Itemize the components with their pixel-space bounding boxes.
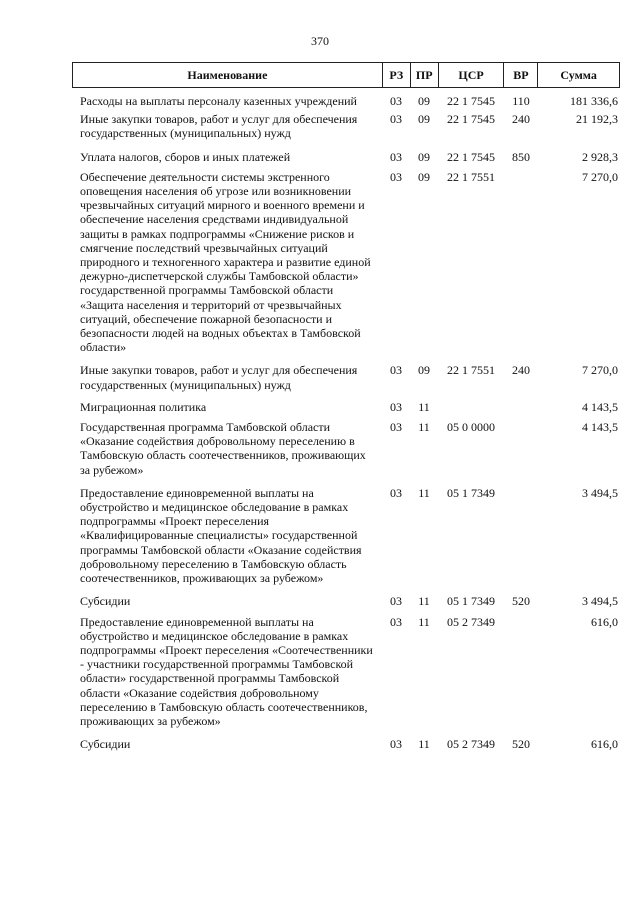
table-row [72, 420, 620, 477]
table-row [72, 486, 620, 585]
header-vr: ВР [503, 63, 537, 87]
row-rz: 03 [390, 112, 402, 127]
row-name: Предоставление единовременной выплаты на обустройство и медицинское обследование в рамках подпрограммы «Проект переселения «Квалифицированные специалисты» государственной программы Тамбовской области «Оказание содействия добровольному переселению в Тамбовскую область соотечественников, проживающих за рубежом» [80, 485, 362, 586]
row-sum: 2 928,3 [582, 149, 618, 164]
row-rz: 03 [390, 149, 402, 164]
row-sum: 3 494,5 [582, 485, 618, 500]
row-rz: 03 [390, 399, 402, 414]
row-pr: 09 [418, 149, 430, 164]
row-name: Миграционная политика [80, 399, 207, 414]
row-csr [438, 400, 504, 414]
table-row [72, 615, 620, 729]
row-sum: 616,0 [591, 614, 618, 629]
row-csr: 05 2 7349 [447, 737, 495, 752]
row-vr [504, 420, 538, 477]
header-sum: Сумма [537, 63, 619, 87]
row-sum: 181 336,6 [570, 94, 618, 108]
row-pr: 11 [418, 420, 430, 435]
row-name: Расходы на выплаты персоналу казенных учреждений [80, 94, 357, 108]
header-name: Наименование [187, 67, 268, 82]
row-csr: 05 1 7349 [447, 485, 495, 500]
row-sum: 616,0 [591, 737, 618, 752]
row-vr [504, 400, 538, 414]
row-csr: 22 1 7551 [447, 169, 495, 184]
row-pr: 11 [418, 485, 430, 500]
table-row [72, 594, 620, 608]
header-pr: ПР [410, 63, 438, 87]
row-rz: 03 [390, 363, 402, 378]
table-row [72, 170, 620, 355]
page-number: 370 [311, 34, 329, 48]
row-rz: 03 [390, 594, 402, 609]
row-csr: 22 1 7545 [447, 94, 495, 108]
row-name: Уплата налогов, сборов и иных платежей [80, 149, 291, 164]
row-sum: 7 270,0 [582, 363, 618, 378]
row-pr: 09 [418, 363, 430, 378]
row-pr: 09 [418, 112, 430, 127]
header-rz: РЗ [382, 63, 410, 87]
table-row [72, 150, 620, 164]
table-body [72, 94, 620, 751]
row-vr [504, 615, 538, 729]
table-row [72, 112, 620, 140]
row-pr: 11 [418, 737, 430, 752]
table-row [72, 94, 620, 108]
row-rz: 03 [390, 737, 402, 752]
row-name: Субсидии [80, 594, 131, 609]
row-name: Предоставление единовременной выплаты на обустройство и медицинское обследование в рамках подпрограммы «Проект переселения «Соотечественники - участники государственной программы Тамбовской области» государственной программы Тамбовской области «Оказание содействия добровольному переселению в Тамбовскую область соотечественников, проживающих за рубежом» [80, 614, 373, 728]
row-name: Иные закупки товаров, работ и услуг для обеспечения государственных (муниципальных) нужд [80, 112, 358, 141]
table-row [72, 363, 620, 391]
row-rz: 03 [390, 94, 402, 108]
row-csr: 22 1 7545 [447, 112, 495, 127]
row-name: Иные закупки товаров, работ и услуг для обеспечения государственных (муниципальных) нужд [80, 363, 358, 392]
table-header [72, 62, 620, 88]
row-csr: 05 0 0000 [447, 420, 495, 435]
row-sum: 21 192,3 [576, 112, 618, 127]
row-pr: 11 [418, 614, 430, 629]
table-row [72, 400, 620, 414]
row-sum: 4 143,5 [582, 420, 618, 435]
row-vr: 520 [512, 737, 530, 752]
table-row [72, 737, 620, 751]
row-rz: 03 [390, 614, 402, 629]
row-pr: 09 [418, 169, 430, 184]
row-pr: 09 [418, 94, 430, 108]
row-name: Субсидии [80, 737, 131, 752]
row-pr: 11 [418, 594, 430, 609]
row-vr [504, 170, 538, 355]
row-csr: 05 1 7349 [447, 594, 495, 609]
row-vr: 240 [512, 112, 530, 127]
row-vr: 110 [512, 94, 530, 108]
row-sum: 3 494,5 [582, 594, 618, 609]
row-csr: 05 2 7349 [447, 614, 495, 629]
row-vr: 520 [512, 594, 530, 609]
row-name: Обеспечение деятельности системы экстренного оповещения населения об угрозе или возникновении чрезвычайных ситуаций мирного и военного времени и обеспечение населения средствами индивидуальной защиты в рамках подпрограммы «Снижение рисков и смягчение последствий чрезвычайных ситуаций природного и техногенного характера и развитие единой дежурно-диспетчерской службы Тамбовской области» государственной программы Тамбовской области «Защита населения и территорий от чрезвычайных ситуаций, обеспечение пожарной безопасности и безопасности людей на водных объектах в Тамбовской области» [80, 169, 371, 355]
header-csr: ЦСР [438, 63, 504, 87]
row-rz: 03 [390, 485, 402, 500]
row-csr: 22 1 7545 [447, 149, 495, 164]
row-name: Государственная программа Тамбовской области «Оказание содействия добровольному переселению в Тамбовскую область соотечественников, проживающих за рубежом» [80, 420, 366, 477]
row-rz: 03 [390, 169, 402, 184]
row-csr: 22 1 7551 [447, 363, 495, 378]
row-vr [504, 486, 538, 585]
row-sum: 7 270,0 [582, 169, 618, 184]
row-pr: 11 [418, 399, 430, 414]
row-sum: 4 143,5 [582, 399, 618, 414]
row-rz: 03 [390, 420, 402, 435]
row-vr: 240 [512, 363, 530, 378]
row-vr: 850 [512, 149, 530, 164]
